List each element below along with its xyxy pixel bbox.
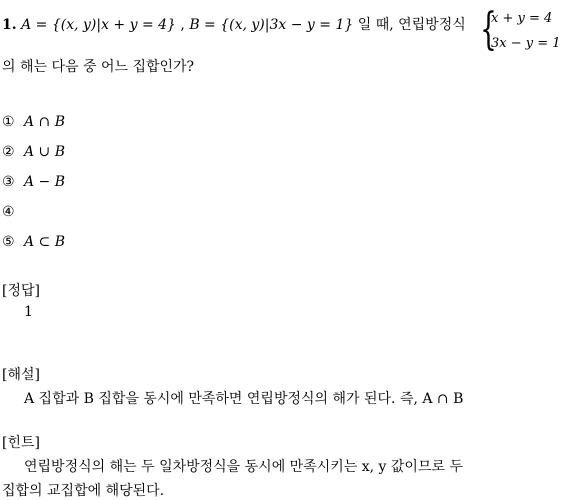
answer-value: 1	[24, 304, 33, 320]
set-a-definition: A = {(x, y)|x + y = 4}	[21, 17, 176, 33]
answer-label: [정답]	[2, 283, 40, 299]
question-text-mid: 일 때, 연립방정식	[353, 17, 466, 33]
set-separator: ,	[175, 17, 190, 33]
equation-1: x + y = 4	[491, 11, 553, 26]
question-number: 1.	[2, 17, 17, 33]
choice-3-mark: ③	[2, 174, 15, 190]
choice-5[interactable]	[2, 234, 65, 250]
choice-5-mark: ⑤	[2, 234, 15, 250]
choice-2[interactable]	[2, 144, 65, 160]
question-line-2: 의 해는 다음 중 어느 집합인가?	[2, 59, 195, 75]
explanation-text: A 집합과 B 집합을 동시에 만족하면 연립방정식의 해가 된다. 즉, A ∩ B	[24, 391, 464, 407]
hint-label: [힌트]	[2, 435, 40, 451]
question-line-1	[2, 14, 466, 34]
set-b-definition: B = {(x, y)|3x − y = 1}	[189, 17, 354, 33]
choice-3[interactable]	[2, 174, 65, 190]
choice-4-mark: ④	[2, 204, 15, 220]
hint-line-2: 집합의 교집합에 해당된다.	[2, 483, 165, 499]
choice-1-text: A ∩ B	[24, 114, 66, 130]
choice-2-mark: ②	[2, 144, 15, 160]
choice-1[interactable]	[2, 114, 65, 130]
choice-1-mark: ①	[2, 114, 15, 130]
choice-5-text: A ⊂ B	[24, 234, 66, 250]
choice-3-text: A − B	[24, 174, 66, 190]
left-brace: {	[480, 4, 497, 55]
choice-4[interactable]	[2, 204, 24, 220]
equation-system	[480, 4, 562, 56]
hint-line-1: 연립방정식의 해는 두 일차방정식을 동시에 만족시키는 x, y 값이므로 두	[24, 459, 463, 475]
explanation-label: [해설]	[2, 367, 40, 383]
choice-2-text: A ∪ B	[24, 144, 66, 160]
equation-2: 3x − y = 1	[491, 36, 561, 51]
